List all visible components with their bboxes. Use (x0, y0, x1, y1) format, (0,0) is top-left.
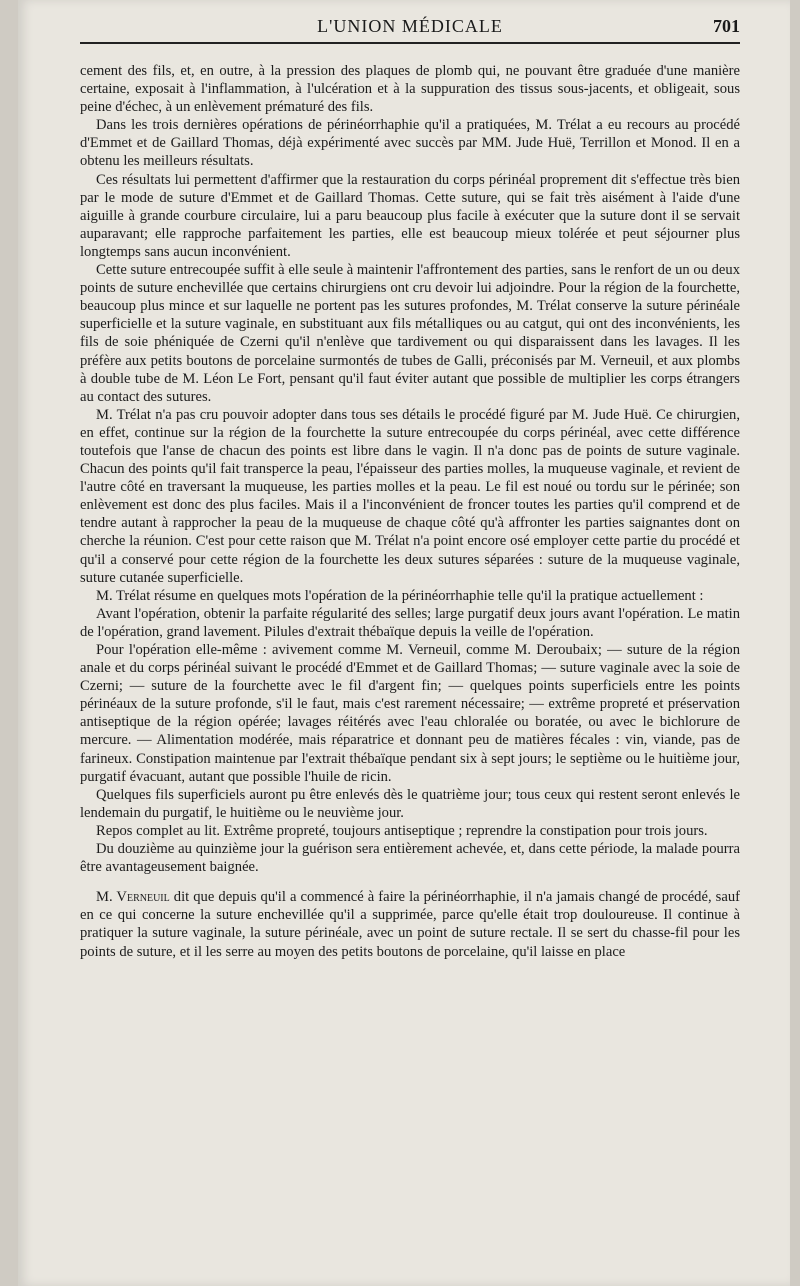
speaker-name: M. Verneuil (96, 889, 170, 906)
paragraph: M. Trélat n'a pas cru pouvoir adopter dans tous ses détails le procédé figuré par M. Jude Huë. Ce chirurgien, en effet, continue sur la région de la fourchette la suture entrecoupée du corps périnéal, avec cette différence toutefois que l'anse de chacun des points est libre dans le vagin. Il n'a donc pas de points de suture vaginale. Chacun des points qu'il fait transperce la peau, l'épaisseur des parties molles, la muqueuse vaginale, et revient de l'autre côté en traversant la muqueuse, les parties molles et la peau. Le fil est noué ou tordu sur le périnée; son enlèvement est donc des plus faciles. Mais il a l'inconvénient de froncer toutes les parties qu'il comprend et de tendre autant à rapprocher la peau de la muqueuse de chaque côté qu'à affronter les parties saignantes dont on cherche la réunion. C'est pour cette raison que M. Trélat n'a point encore osé employer cette partie du procédé et qu'il a conservé pour cette région de la fourchette les deux sutures séparées : suture de la muqueuse vaginale, suture cutanée superficielle. (80, 406, 740, 586)
running-title: L'UNION MÉDICALE (317, 16, 503, 36)
paragraph: Pour l'opération elle-même : avivement comme M. Verneuil, comme M. Deroubaix; — suture de la région anale et du corps périnéal suivant le procédé d'Emmet et de Gaillard Thomas; — suture vaginale avec la soie de Czerni; — suture de la fourchette avec le fil d'argent fin; — quelques points superficiels entre les points périnéaux de la suture profonde, s'il le faut, mais c'est rarement nécessaire; — extrême propreté et préservation antiseptique de la région opérée; lavages réitérés avec l'eau chloralée ou boratée, ou avec le bichlorure de mercure. — Alimentation modérée, mais réparatrice et donnant peu de matières fécales : vin, viande, pas de farineux. Constipation maintenue par l'extrait thébaïque pendant six à sept jours; le septième ou le huitième jour, purgatif évacuant, autant que possible l'huile de ricin. (80, 642, 740, 785)
paragraph: M. Trélat résume en quelques mots l'opération de la périnéorrhaphie telle qu'il la pratique actuellement : (96, 587, 704, 604)
paragraph: cement des fils, et, en outre, à la pression des plaques de plomb qui, ne pouvant être graduée d'une manière certaine, exposait à l'inflammation, à l'ulcération et à la suppuration des tissus sous-jacents, et obligeait, sous peine d'échec, à un enlèvement prématuré des fils. (80, 63, 740, 116)
article-body (80, 62, 740, 961)
journal-page (18, 0, 790, 1286)
paragraph: Du douzième au quinzième jour la guérison sera entièrement achevée, et, dans cette période, la malade pourra être avantageusement baignée. (80, 841, 740, 876)
paragraph: Dans les trois dernières opérations de périnéorrhaphie qu'il a pratiquées, M. Trélat a eu recours au procédé d'Emmet et de Gaillard Thomas, déjà expérimenté avec succès par MM. Jude Huë, Terrillon et Monod. Il en a obtenu les meilleurs résultats. (80, 117, 740, 170)
paragraph-verneuil (80, 888, 740, 960)
paragraph: Avant l'opération, obtenir la parfaite régularité des selles; large purgatif deux jours avant l'opération. Le matin de l'opération, grand lavement. Pilules d'extrait thébaïque depuis la veille de l'opération. (80, 605, 740, 640)
paragraph: Ces résultats lui permettent d'affirmer que la restauration du corps périnéal proprement dit s'effectue très bien par le mode de suture d'Emmet et de Gaillard Thomas. Cette suture, qui se fait très aisément à l'aide d'une aiguille à grande courbure circulaire, lui a paru beaucoup plus facile à exécuter que la suture dont il se servait auparavant; elle rapproche parfaitement les parties, elle est beaucoup mieux tolérée et peut séjourner plus longtemps sans aucun inconvénient. (80, 171, 740, 260)
page-number: 701 (713, 16, 740, 36)
paragraph-text: dit que depuis qu'il a commencé à faire la périnéorrhaphie, il n'a jamais changé de procédé, sauf en ce qui concerne la suture enchevillée qu'il a supprimée, parce qu'elle était trop douloureuse. Il continue à pratiquer la suture vaginale, la suture périnéale, avec un point de suture rectale. Il se sert du chasse-fil pour les points de suture, et il les serre au moyen des petits boutons de porcelaine, qu'il laisse en place (80, 889, 740, 960)
paragraph: Repos complet au lit. Extrême propreté, toujours antiseptique ; reprendre la constipation pour trois jours. (96, 822, 708, 839)
page-header (80, 12, 740, 44)
paragraph: Cette suture entrecoupée suffit à elle seule à maintenir l'affrontement des parties, sans le renfort de un ou deux points de suture enchevillée que certains chirurgiens ont cru devoir lui adjoindre. Pour la région de la fourchette, beaucoup plus mince et sur laquelle ne portent pas les sutures profondes, M. Trélat conserve la suture périnéale superficielle et la suture vaginale, en substituant aux fils métalliques ou au catgut, qui ont des inconvénients, les fils de soie phéniquée de Czerni qu'il n'enlève que tardivement ou qui disparaissent dans les lavages. Il les préfère aux petits boutons de porcelaine surmontés de tubes de Galli, préconisés par M. Verneuil, et aux plombs à double tube de M. Léon Le Fort, pensant qu'il faut éviter autant que possible de multiplier les corps étrangers au contact des sutures. (80, 262, 740, 405)
paragraph: Quelques fils superficiels auront pu être enlevés dès le quatrième jour; tous ceux qui restent seront enlevés le lendemain du purgatif, le huitième ou le neuvième jour. (80, 786, 740, 821)
